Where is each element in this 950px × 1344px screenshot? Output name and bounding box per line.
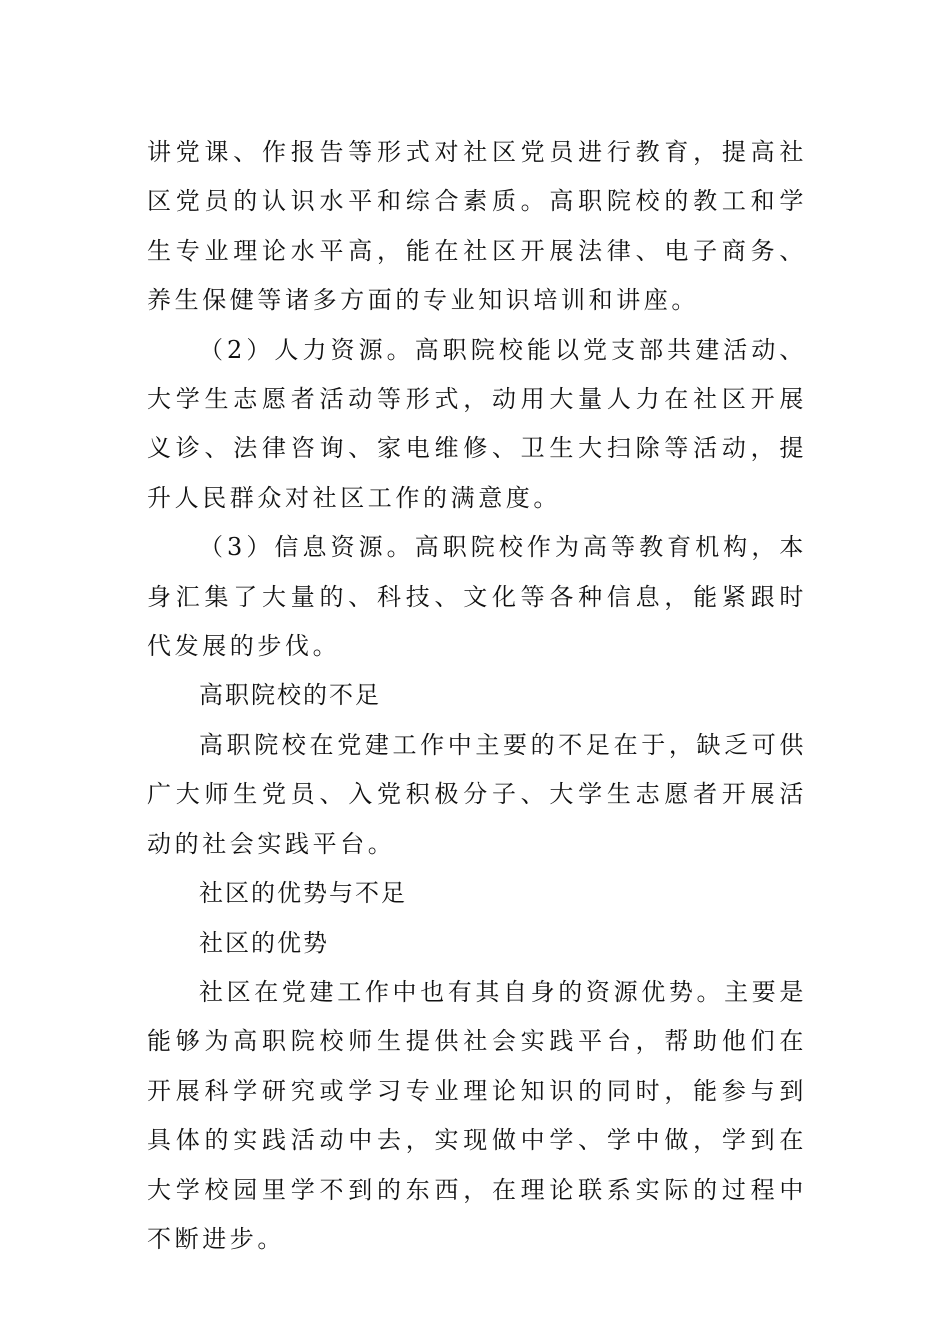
document-body xyxy=(147,128,807,1264)
heading-college-shortcomings: 高职院校的不足 xyxy=(199,681,381,710)
heading-community-strengths: 社区的优势 xyxy=(199,928,329,957)
heading-community-strengths-weaknesses: 社区的优势与不足 xyxy=(199,879,407,908)
paragraph-college-shortcomings: 高职院校在党建工作中主要的不足在于，缺乏可供广大师生党员、入党积极分子、大学生志愿者开展活动的社会实践平台。 xyxy=(147,730,807,858)
paragraph-community-strengths: 社区在党建工作中也有其自身的资源优势。主要是能够为高职院校师生提供社会实践平台，帮助他们在开展科学研究或学习专业理论知识的同时，能参与到具体的实践活动中去，实现做中学、学中做，学到在大学校园里学不到的东西，在理论联系实际的过程中不断进步。 xyxy=(147,977,807,1253)
paragraph-information-resources: （3）信息资源。高职院校作为高等教育机构，本身汇集了大量的、科技、文化等各种信息，能紧跟时代发展的步伐。 xyxy=(147,533,807,661)
paragraph-continued-education: 讲党课、作报告等形式对社区党员进行教育，提高社区党员的认识水平和综合素质。高职院校的教工和学生专业理论水平高，能在社区开展法律、电子商务、养生保健等诸多方面的专业知识培训和讲座。 xyxy=(147,138,807,315)
paragraph-human-resources: （2）人力资源。高职院校能以党支部共建活动、大学生志愿者活动等形式，动用大量人力在社区开展义诊、法律咨询、家电维修、卫生大扫除等活动，提升人民群众对社区工作的满意度。 xyxy=(147,335,807,512)
